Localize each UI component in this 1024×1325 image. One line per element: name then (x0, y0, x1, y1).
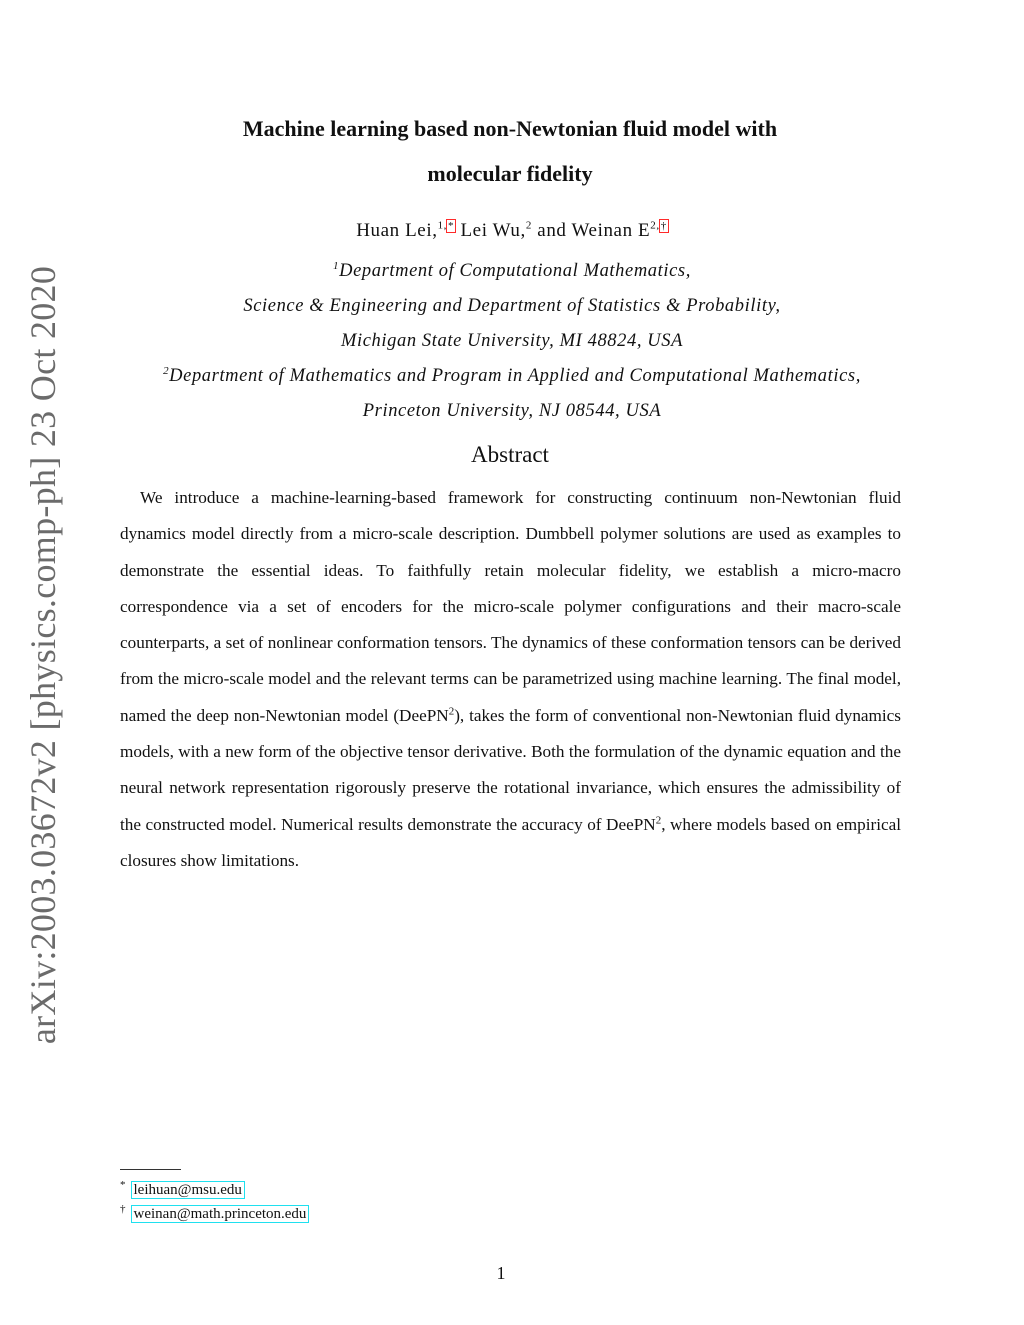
footnote-divider (120, 1169, 181, 1170)
abstract-body (120, 480, 901, 879)
paper-title-line-2: molecular fidelity (427, 161, 593, 186)
footnote-1-mark: * (120, 1179, 126, 1191)
affiliation-1-line-3: Michigan State University, MI 48824, USA (340, 331, 684, 351)
author-1-affil-sup: 1, (437, 219, 448, 232)
footnote-1 (120, 1180, 244, 1200)
author-huan-lei: Huan Lei, (356, 220, 438, 241)
email-link-weinan[interactable]: weinan@math.princeton.edu (133, 1206, 307, 1222)
abstract-sup-1: 2 (448, 705, 455, 718)
affiliation-1-sup: 1 (333, 259, 340, 272)
affiliation-2-sup: 2 (163, 364, 170, 377)
author-lei-wu: Lei Wu, (455, 220, 526, 241)
page-number: 1 (496, 1263, 506, 1283)
affiliation-1-text: Department of Computational Mathematics, (339, 261, 691, 281)
abstract-sup-2: 2 (655, 813, 662, 826)
author-3-affil-sup: 2, (650, 219, 660, 232)
abstract-text-3: , where models based on empirical closures show limitations. (120, 814, 901, 870)
author-2-affil-sup: 2 (525, 219, 532, 232)
affiliation-2-text: Department of Mathematics and Program in Applied and Computational Mathematics, (169, 366, 861, 386)
abstract-text-1: We introduce a machine-learning-based framework for constructing continuum non-Newtonian fluid dynamics model directly from a micro-scale description. Dumbbell polymer solutions are used as examples to demonstrate the essential ideas. To faithfully retain molecular fidelity, we establish a micro-macro correspondence via a set of encoders for the micro-scale polymer configurations and their macro-scale counterparts, a set of nonlinear conformation tensors. The dynamics of these conformation tensors can be derived from the micro-scale model and the relevant terms can be parametrized using machine learning. The final model, named the deep non-Newtonian model (DeePN (120, 488, 901, 725)
arxiv-stamp: arXiv:2003.03672v2 [physics.comp-ph] 23 Oct 2020 (23, 265, 63, 1045)
abstract-text-2: ), takes the form of conventional non-Newtonian fluid dynamics models, with a new form of the objective tensor derivative. Both the formulation of the dynamic equation and the neural network representation rigorously preserve the rotational invariance, which ensures the admissibility of the constructed model. Numerical results demonstrate the accuracy of DeePN (120, 705, 902, 834)
affiliation-1-line-1 (0, 261, 1024, 282)
author-list (0, 220, 1024, 242)
affiliation-2-line-2: Princeton University, NJ 08544, USA (362, 401, 662, 421)
footnote-2-mark: † (120, 1203, 126, 1215)
paper-title-line-1: Machine learning based non-Newtonian fluid model with (242, 116, 778, 141)
affiliation-1-line-2: Science & Engineering and Department of Statistics & Probability, (243, 296, 781, 316)
author-1-footnote-link[interactable]: * (448, 219, 455, 232)
abstract-heading: Abstract (471, 442, 549, 467)
affiliation-2-line-1 (0, 366, 1024, 387)
footnote-2 (120, 1204, 308, 1224)
author-3-footnote-link[interactable]: † (660, 219, 667, 232)
email-link-leihuan[interactable]: leihuan@msu.edu (133, 1182, 242, 1198)
author-weinan-e: and Weinan E (531, 220, 651, 241)
